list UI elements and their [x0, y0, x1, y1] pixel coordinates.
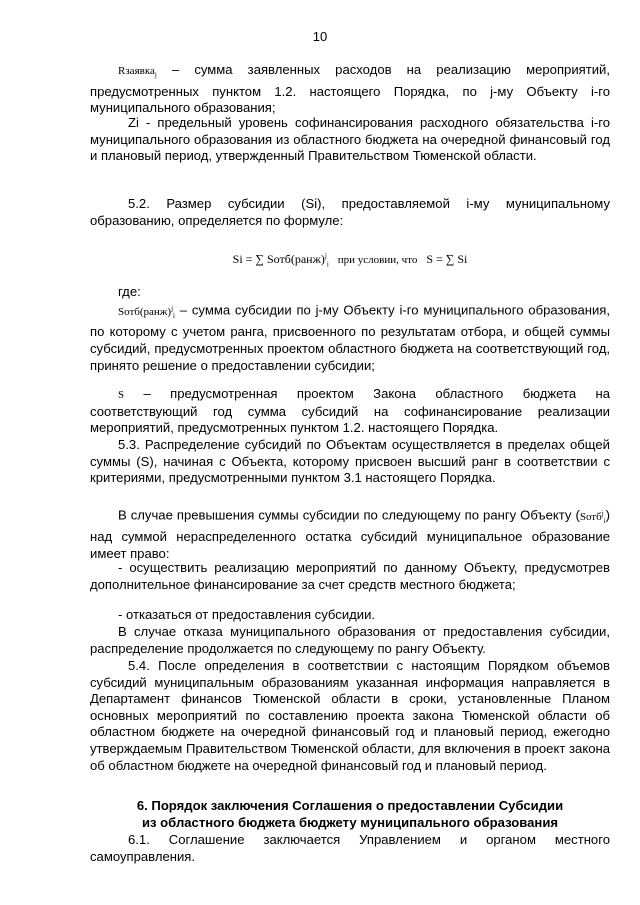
rzayavka-symbol	[118, 65, 157, 80]
sotb-symbol-sup: j	[171, 304, 174, 312]
section-6-heading-line-1: 6. Порядок заключения Соглашения о предоставлении Субсидии	[136, 798, 564, 813]
rzayavka-text: – сумма заявленных расходов на реализацию мероприятий, предусмотренных пунктом 1.2. настоящего Порядка, по j-му Объекту i-го муниципального образования;	[90, 62, 610, 116]
sotb-text: – сумма субсидии по j-му Объекту i-го муниципального образования, по которому с учетом ранга, присвоенного по результатам отбора, и общей суммы субсидий, предусмотренных проектом областного бюджета на соответствующий год, принято решение о предоставлении субсидии;	[90, 302, 610, 373]
paragraph-5-3-text: 5.3. Распределение субсидий по Объектам осуществляется в пределах общей суммы (S), начиная с Объекта, которому присвоен высший ранг в соответствии с критериями, предусмотренными пунктом 3.1 настоящего Порядка.	[90, 437, 610, 486]
s-definition	[90, 386, 610, 437]
rzayavka-symbol-text: Rзаявка	[118, 65, 155, 77]
excess-paragraph: В случае превышения суммы субсидии по следующему по рангу Объекту (Sотб$^j_i$) над суммой нераспределенного остатка субсидий муниципальное образование имеет право:	[90, 507, 610, 562]
page-number: 10	[312, 29, 328, 44]
right-option-2	[90, 607, 610, 624]
paragraph-6-1-text: 6.1. Соглашение заключается Управлением и органом местного самоуправления.	[90, 832, 610, 864]
zi-definition	[90, 115, 610, 165]
right-option-2-text: - отказаться от предоставления субсидии.	[118, 607, 376, 622]
paragraph-5-4-text: 5.4. После определения в соответствии с настоящим Порядком объемов субсидий муниципальным образованиям указанная информация направляется в Департамент финансов Тюменской области в сроки, установленные Планом основных мероприятий по составлению проекта закона Тюменской области об областном бюджете на очередной финансовый год и плановый период, ежегодно утверждаемым Правительством Тюменской области, для включения в проект закона об областном бюджете на очередной финансовый год и плановый период.	[90, 658, 610, 773]
sotb-definition	[90, 300, 610, 374]
section-6-heading-line-2: из областного бюджета бюджету муниципального образования	[141, 814, 559, 830]
right-option-1	[90, 560, 610, 593]
paragraph-6-1	[90, 832, 610, 865]
where-label	[90, 284, 610, 301]
section-6-heading	[90, 798, 610, 831]
formula-rhs: S = ∑ Si	[426, 252, 468, 266]
formula-lhs: Si = ∑ Sотб(ранж)$^j_i$	[232, 252, 329, 269]
excess-symbol-text: Sотб	[579, 510, 602, 523]
right-option-1-text: - осуществить реализацию мероприятий по данному Объекту, предусмотрев дополнительное финансирование за счет средств местного бюджета;	[90, 560, 610, 592]
where-label-text: где:	[118, 284, 141, 299]
excess-symbol	[580, 511, 606, 523]
subsidy-formula	[90, 248, 610, 273]
excess-symbol-sub: i	[603, 516, 606, 525]
refusal-text: В случае отказа муниципального образования от предоставления субсидии, распределение продолжается по следующему по рангу Объекту.	[90, 624, 610, 656]
refusal-paragraph	[90, 624, 610, 657]
sotb-symbol-sub: i	[173, 311, 175, 320]
rzayavka-symbol-index: j	[154, 71, 157, 80]
paragraph-5-2-text: 5.2. Размер субсидии (Si), предоставляемой i-му муниципальному образованию, определяется по формуле:	[90, 196, 610, 228]
sotb-symbol-text: Sотб(ранж)	[118, 305, 172, 318]
s-text: – предусмотренная проектом Закона областного бюджета на соответствующий год сумма субсидий на софинансирование реализации мероприятий, предусмотренных пунктом 1.2. настоящего Порядка.	[90, 386, 610, 436]
paragraph-5-3	[90, 437, 610, 487]
rzayavka-definition	[90, 62, 610, 117]
sotb-symbol	[118, 306, 175, 318]
paragraph-5-2	[90, 196, 610, 229]
paragraph-5-4	[90, 658, 610, 774]
formula-condition: при условии, что	[337, 254, 418, 266]
excess-symbol-sup: j	[601, 509, 604, 517]
zi-text: Zi - предельный уровень софинансирования расходного обязательства i-го муниципального образования из областного бюджета на очередной финансовый год и плановый период, утвержденный Правительством Тюменской области.	[90, 115, 610, 164]
excess-lead: В случае превышения суммы субсидии по следующему по рангу Объекту	[118, 507, 572, 523]
s-symbol: S	[118, 389, 125, 401]
excess-text: над суммой нераспределенного остатка субсидий муниципальное образование имеет право:	[90, 529, 610, 562]
